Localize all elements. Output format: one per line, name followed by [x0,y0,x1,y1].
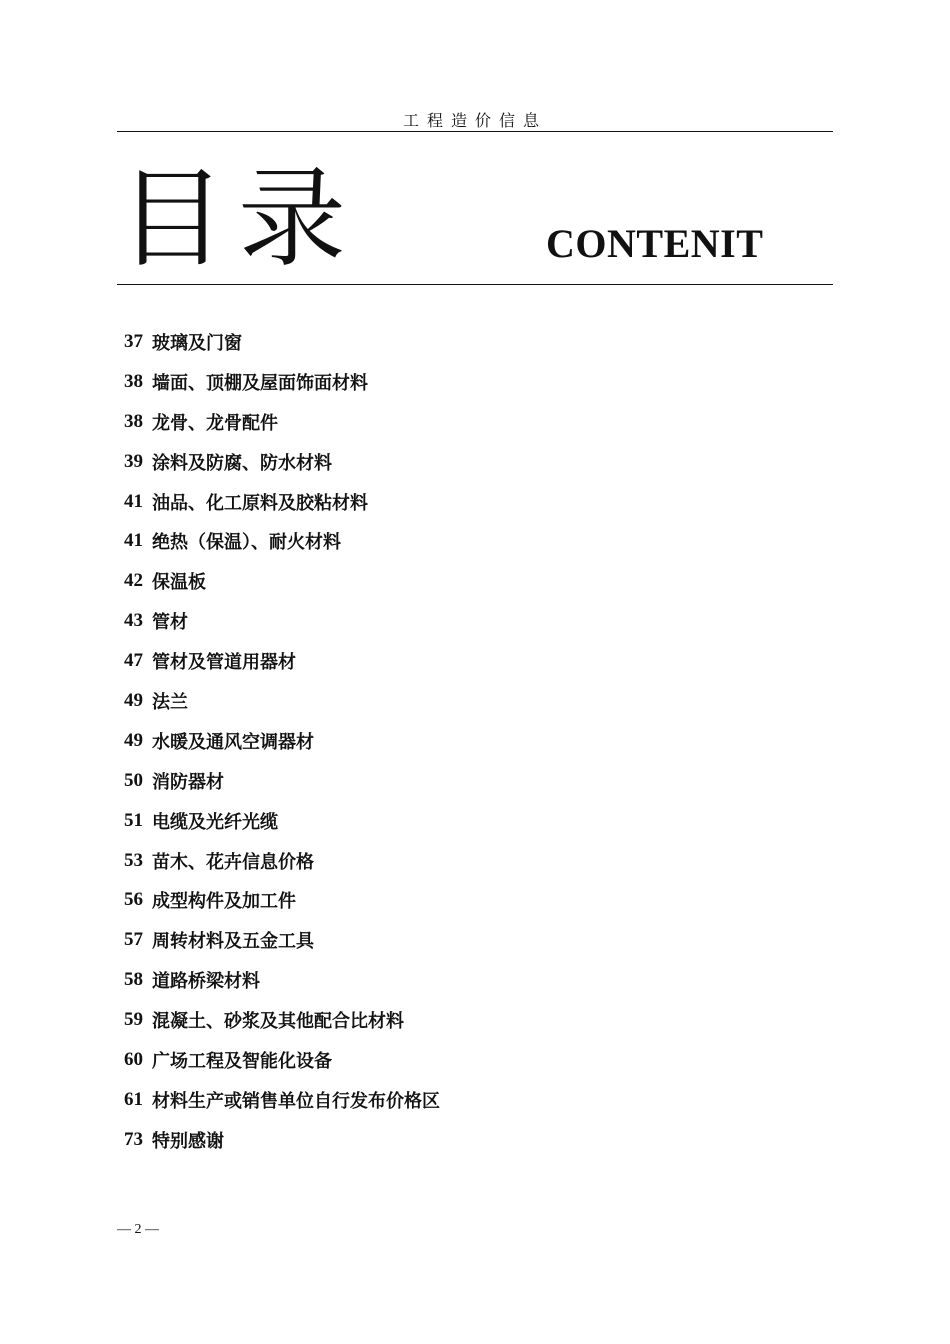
toc-entry-title: 玻璃及门窗 [152,332,242,354]
toc-page-number: 60 [124,1048,143,1070]
table-of-contents [124,322,440,1160]
toc-entry-title: 保温板 [152,572,206,594]
toc-entry-title: 水暖及通风空调器材 [152,731,314,753]
toc-entry[interactable] [124,721,440,761]
toc-entry-title: 管材 [152,612,188,634]
toc-page-number: 73 [124,1128,143,1150]
toc-entry[interactable] [124,1120,440,1160]
title-char-1: 目 [118,157,227,282]
toc-entry[interactable] [124,641,440,681]
title-char-2: 录 [238,157,347,282]
toc-entry[interactable] [124,841,440,881]
page-title-english: CONTENIT [546,221,764,266]
toc-entry[interactable] [124,761,440,801]
toc-page-number: 37 [124,330,143,352]
toc-entry[interactable] [124,521,440,561]
toc-entry-title: 涂料及防腐、防水材料 [152,452,332,474]
toc-entry-title: 道路桥梁材料 [152,971,260,993]
header-rule [117,131,833,132]
toc-page-number: 49 [124,689,143,711]
toc-entry[interactable] [124,601,440,641]
toc-entry[interactable] [124,1080,440,1120]
toc-page-number: 56 [124,889,143,911]
toc-page-number: 58 [124,969,143,991]
toc-entry[interactable] [124,561,440,601]
toc-entry-title: 龙骨、龙骨配件 [152,412,278,434]
toc-entry[interactable] [124,362,440,402]
toc-page-number: 53 [124,849,143,871]
toc-entry[interactable] [124,1040,440,1080]
toc-page-number: 51 [124,809,143,831]
toc-page-number: 49 [124,729,143,751]
toc-page-number: 38 [124,370,143,392]
toc-entry[interactable] [124,681,440,721]
toc-entry[interactable] [124,1000,440,1040]
toc-entry-title: 油品、化工原料及胶粘材料 [152,492,368,514]
toc-page-number: 59 [124,1009,143,1031]
toc-entry-title: 混凝土、砂浆及其他配合比材料 [152,1011,404,1033]
running-header: 工程造价信息 [402,111,547,130]
toc-entry-title: 墙面、顶棚及屋面饰面材料 [152,372,368,394]
toc-page-number: 42 [124,570,143,592]
toc-page-number: 41 [124,530,143,552]
toc-entry[interactable] [124,960,440,1000]
title-rule [117,284,833,285]
toc-page-number: 50 [124,769,143,791]
page-number: — 2 — [117,1222,159,1237]
toc-page-number: 41 [124,490,143,512]
toc-entry-title: 法兰 [152,691,188,713]
toc-page-number: 61 [124,1088,143,1110]
toc-page-number: 47 [124,650,143,672]
toc-entry-title: 材料生产或销售单位自行发布价格区 [152,1090,440,1112]
toc-entry-title: 消防器材 [152,771,224,793]
toc-entry-title: 广场工程及智能化设备 [152,1050,332,1072]
toc-entry[interactable] [124,880,440,920]
toc-entry-title: 管材及管道用器材 [152,652,296,674]
toc-entry[interactable] [124,442,440,482]
toc-entry[interactable] [124,801,440,841]
toc-entry-title: 电缆及光纤光缆 [152,811,278,833]
toc-page-number: 39 [124,450,143,472]
toc-entry[interactable] [124,920,440,960]
toc-entry[interactable] [124,322,440,362]
toc-entry-title: 绝热（保温）、耐火材料 [152,532,341,554]
toc-entry[interactable] [124,482,440,522]
toc-entry-title: 特别感谢 [152,1130,224,1152]
toc-entry-title: 周转材料及五金工具 [152,931,314,953]
toc-entry[interactable] [124,402,440,442]
toc-page-number: 38 [124,410,143,432]
toc-entry-title: 苗木、花卉信息价格 [152,851,314,873]
toc-entry-title: 成型构件及加工件 [152,891,296,913]
toc-page-number: 57 [124,929,143,951]
toc-page-number: 43 [124,610,143,632]
